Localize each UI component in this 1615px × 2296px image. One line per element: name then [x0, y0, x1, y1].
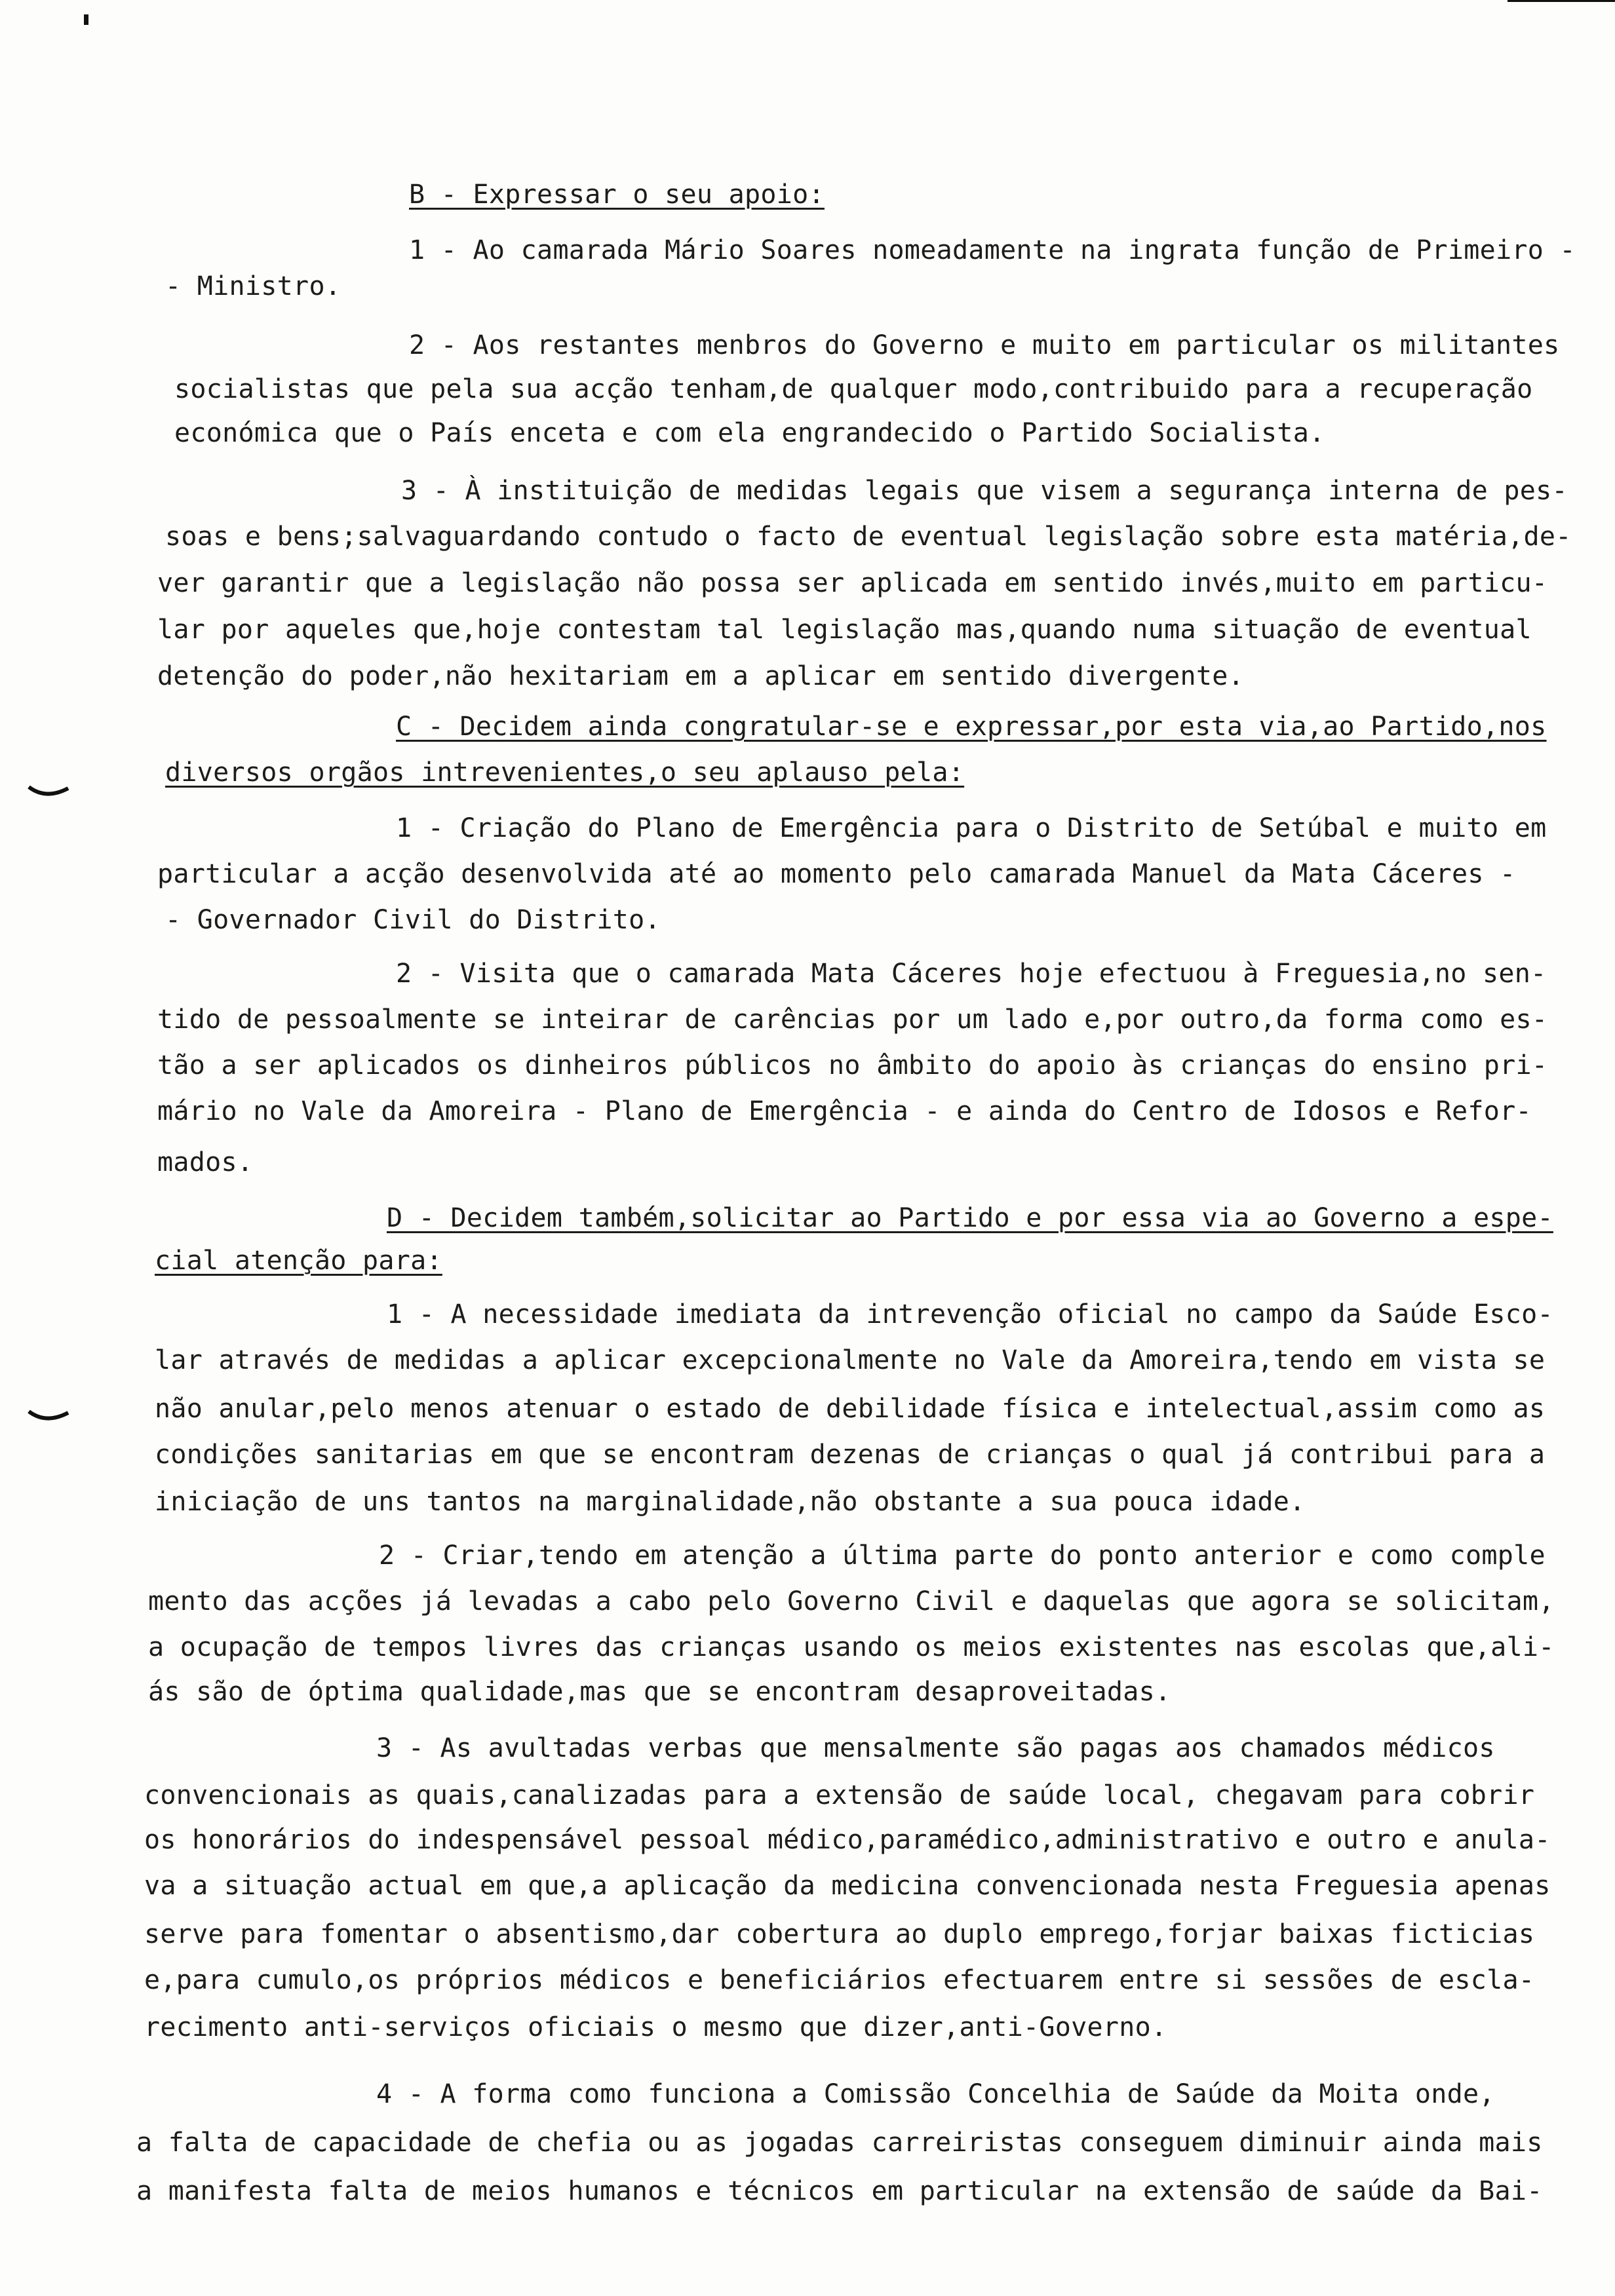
margin-mark — [1508, 0, 1615, 2]
section-c-heading: C - Decidem ainda congratular-se e expressar,por esta via,ao Partido,nos — [396, 712, 1547, 742]
paragraph-line: 1 - A necessidade imediata da intrevenção oficial no campo da Saúde Esco- — [387, 1299, 1553, 1330]
paragraph-line: va a situação actual em que,a aplicação da medicina convencionada nesta Freguesia apenas — [144, 1871, 1551, 1901]
paragraph-line: mário no Vale da Amoreira - Plano de Emergência - e ainda do Centro de Idosos e Refor- — [157, 1096, 1532, 1126]
paragraph-line: convencionais as quais,canalizadas para a extensão de saúde local, chegavam para cobrir — [144, 1780, 1535, 1810]
paragraph-line: mento das acções já levadas a cabo pelo Governo Civil e daquelas que agora se solicitam, — [148, 1586, 1555, 1617]
paragraph-line: particular a acção desenvolvida até ao momento pelo camarada Manuel da Mata Cáceres - — [157, 859, 1516, 889]
margin-mark — [84, 14, 88, 25]
paragraph-line: a ocupação de tempos livres das crianças usando os meios existentes nas escolas que,ali- — [148, 1632, 1555, 1662]
section-c-heading: diversos orgãos intrevenientes,o seu aplauso pela: — [165, 757, 965, 788]
paragraph-line: 3 - As avultadas verbas que mensalmente são pagas aos chamados médicos — [376, 1733, 1495, 1763]
section-b-heading: B - Expressar o seu apoio: — [409, 180, 825, 210]
paragraph-line: económica que o País enceta e com ela engrandecido o Partido Socialista. — [174, 418, 1325, 448]
paragraph-line: lar por aqueles que,hoje contestam tal legislação mas,quando numa situação de eventual — [157, 615, 1532, 645]
paragraph-line: ás são de óptima qualidade,mas que se encontram desaproveitadas. — [148, 1677, 1171, 1707]
paragraph-line: condições sanitarias em que se encontram dezenas de crianças o qual já contribui para a — [155, 1440, 1546, 1470]
paragraph-line: a manifesta falta de meios humanos e técnicos em particular na extensão de saúde da Bai- — [136, 2176, 1543, 2206]
paragraph-line: iniciação de uns tantos na marginalidade,não obstante a sua pouca idade. — [155, 1487, 1306, 1517]
paragraph-line: tido de pessoalmente se inteirar de carências por um lado e,por outro,da forma como es- — [157, 1004, 1548, 1035]
paragraph-line: mados. — [157, 1147, 254, 1177]
paragraph-line: soas e bens;salvaguardando contudo o facto de eventual legislação sobre esta matéria,de- — [165, 522, 1572, 552]
paragraph-line: 3 - À instituição de medidas legais que visem a segurança interna de pes- — [401, 476, 1568, 506]
paragraph-line: tão a ser aplicados os dinheiros públicos no âmbito do apoio às crianças do ensino pri- — [157, 1050, 1548, 1081]
paragraph-line: os honorários do indespensável pessoal médico,paramédico,administrativo e outro e anula- — [144, 1825, 1551, 1855]
paragraph-line: - Ministro. — [165, 271, 341, 301]
paragraph-line: serve para fomentar o absentismo,dar cobertura ao duplo emprego,forjar baixas ficticias — [144, 1919, 1535, 1949]
paragraph-line: a falta de capacidade de chefia ou as jogadas carreiristas conseguem diminuir ainda mais — [136, 2128, 1543, 2158]
paragraph-line: ver garantir que a legislação não possa ser aplicada em sentido invés,muito em particu- — [157, 568, 1548, 598]
paragraph-line: e,para cumulo,os próprios médicos e beneficiários efectuarem entre si sessões de escla- — [144, 1965, 1535, 1995]
paragraph-line: 2 - Criar,tendo em atenção a última parte do ponto anterior e como comple — [379, 1540, 1546, 1571]
section-d-heading: cial atenção para: — [155, 1246, 442, 1276]
punch-mark — [26, 783, 72, 803]
paragraph-line: 1 - Ao camarada Mário Soares nomeadamente na ingrata função de Primeiro - — [409, 235, 1576, 265]
paragraph-line: recimento anti-serviços oficiais o mesmo que dizer,anti-Governo. — [144, 2012, 1167, 2042]
paragraph-line: 2 - Visita que o camarada Mata Cáceres hoje efectuou à Freguesia,no sen- — [396, 959, 1547, 989]
paragraph-line: socialistas que pela sua acção tenham,de qualquer modo,contribuido para a recuperação — [174, 374, 1533, 404]
paragraph-line: - Governador Civil do Distrito. — [165, 905, 661, 935]
paragraph-line: não anular,pelo menos atenuar o estado de debilidade física e intelectual,assim como as — [155, 1394, 1546, 1424]
paragraph-line: 1 - Criação do Plano de Emergência para o Distrito de Setúbal e muito em — [396, 813, 1547, 843]
paragraph-line: 4 - A forma como funciona a Comissão Concelhia de Saúde da Moita onde, — [376, 2079, 1495, 2109]
section-d-heading: D - Decidem também,solicitar ao Partido e por essa via ao Governo a espe- — [387, 1203, 1553, 1233]
paragraph-line: 2 - Aos restantes menbros do Governo e muito em particular os militantes — [409, 330, 1560, 360]
punch-mark — [26, 1407, 72, 1427]
paragraph-line: lar através de medidas a aplicar excepcionalmente no Vale da Amoreira,tendo em vista se — [155, 1345, 1546, 1375]
paragraph-line: detenção do poder,não hexitariam em a aplicar em sentido divergente. — [157, 661, 1244, 691]
